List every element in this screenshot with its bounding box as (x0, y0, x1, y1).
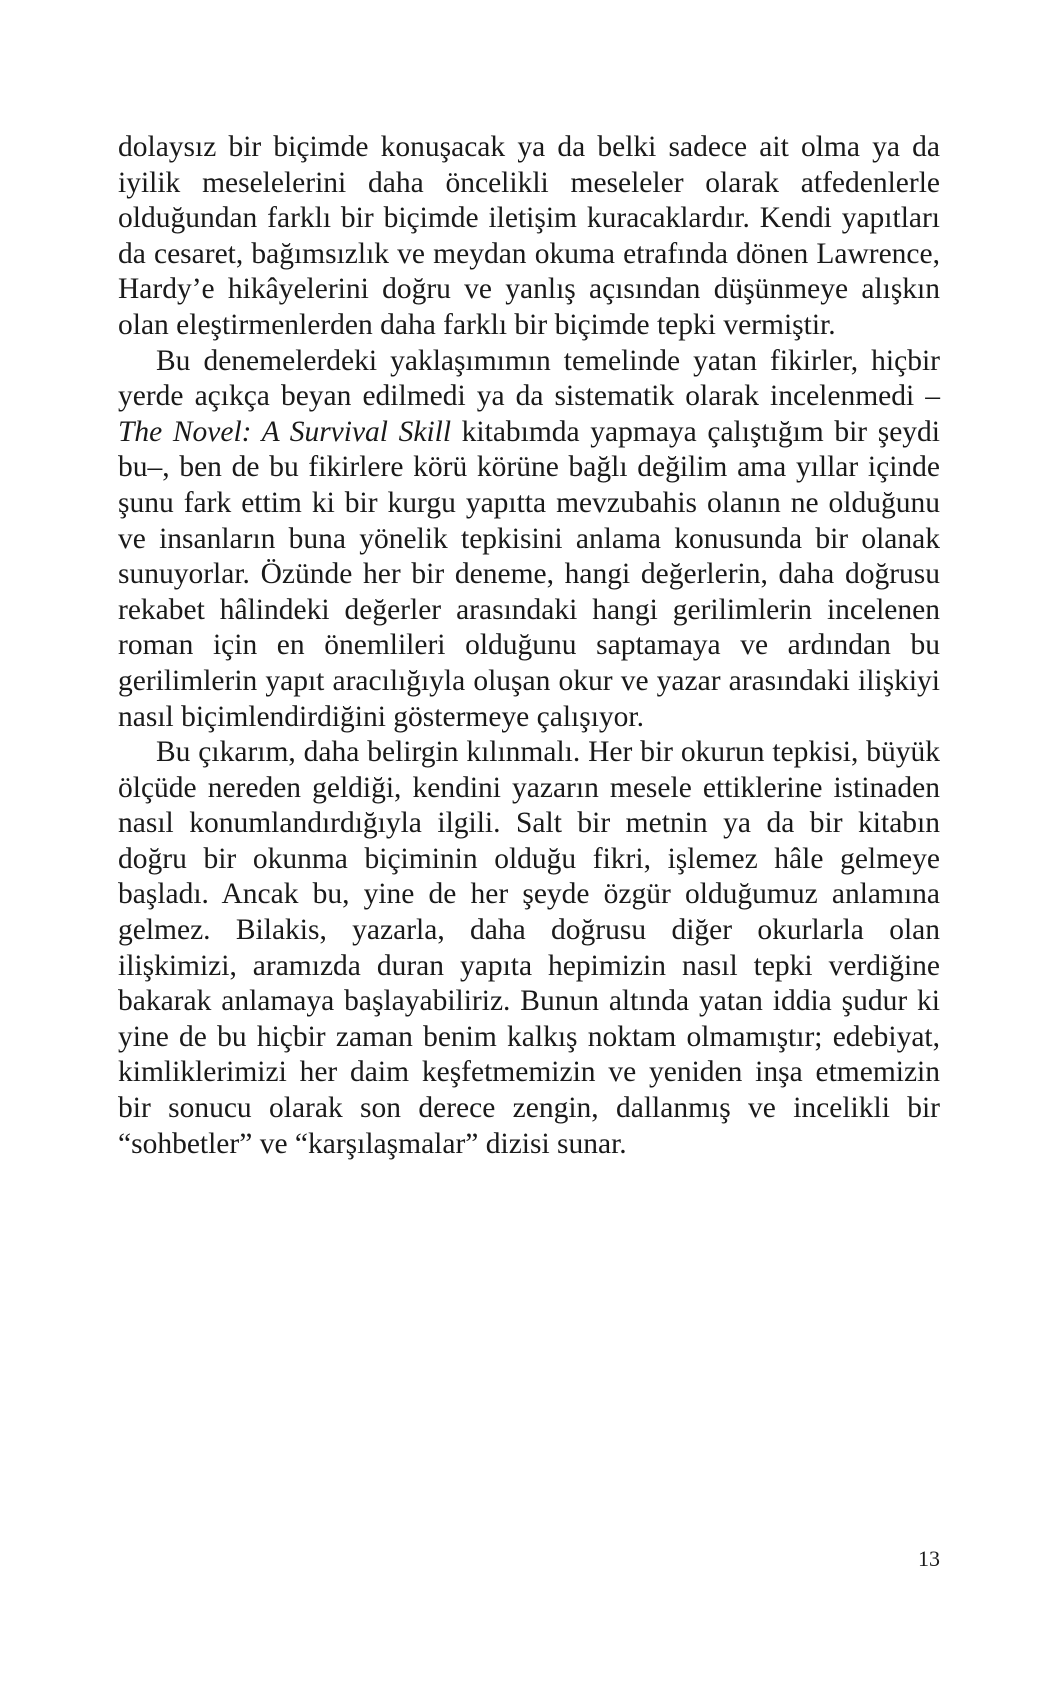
paragraph-2-text-b: kitabımda yapmaya çalıştığım bir şeydi bu–, ben de bu fikirlere körü körüne bağlı değilim ama yıllar içinde şunu fark ettim ki bir kurgu yapıtta mevzubahis olanın ne olduğunu ve insanların buna yönelik tepkisini anlama konusunda bir olanak sunuyorlar. Özünde her bir deneme, hangi değerlerin, daha doğrusu rekabet hâlindeki değerler arasındaki hangi gerilimlerin incelenen roman için en önemlileri olduğunu saptamaya ve ardından bu gerilimlerin yapıt aracılığıyla oluşan okur ve yazar arasındaki ilişkiyi nasıl biçimlendirdiğini göstermeye çalışıyor. (118, 415, 940, 733)
paragraph-3-text: Bu çıkarım, daha belirgin kılınmalı. Her bir okurun tepkisi, büyük ölçüde nereden geldiği, kendini yazarın mesele ettiklerine istinaden nasıl konumlandırdığıyla ilgili. Salt bir metnin ya da bir kitabın doğru bir okunma biçiminin olduğu fikri, işlemez hâle gelmeye başladı. Ancak bu, yine de her şeyde özgür olduğumuz anlamına gelmez. Bilakis, yazarla, daha doğrusu diğer okurlarla olan ilişkimizi, aramızda duran yapıta hepimizin nasıl tepki verdiğine bakarak anlamaya başlayabiliriz. Bunun altında yatan iddia şudur ki yine de bu hiçbir zaman benim kalkış noktam olmamıştır; edebiyat, kimliklerimizi her daim keşfetmemizin ve yeniden inşa etmemizin bir sonucu olarak son derece zengin, dallanmış ve incelikli bir “sohbetler” ve “karşılaşmalar” dizisi sunar. (118, 736, 940, 1160)
paragraph-2 (118, 344, 940, 736)
paragraph-3 (118, 735, 940, 1162)
book-title-italic: The Novel: A Survival Skill (118, 415, 452, 448)
page-number: 13 (918, 1546, 940, 1571)
page-body (118, 130, 940, 1162)
paragraph-1 (118, 130, 940, 344)
paragraph-1-text: dolaysız bir biçimde konuşacak ya da belki sadece ait olma ya da iyilik meselelerini daha öncelikli meseleler olarak atfedenlerle olduğundan farklı bir biçimde iletişim kuracaklardır. Kendi yapıtları da cesaret, bağımsızlık ve meydan okuma etrafında dönen Lawrence, Hardy’e hikâyelerini doğru ve yanlış açısından düşünmeye alışkın olan eleştirmenlerden daha farklı bir biçimde tepki vermiştir. (118, 131, 940, 341)
paragraph-2-text-a: Bu denemelerdeki yaklaşımımın temelinde yatan fikirler, hiçbir yerde açıkça beyan edilmedi ya da sistematik olarak incelenmedi – (118, 344, 940, 413)
